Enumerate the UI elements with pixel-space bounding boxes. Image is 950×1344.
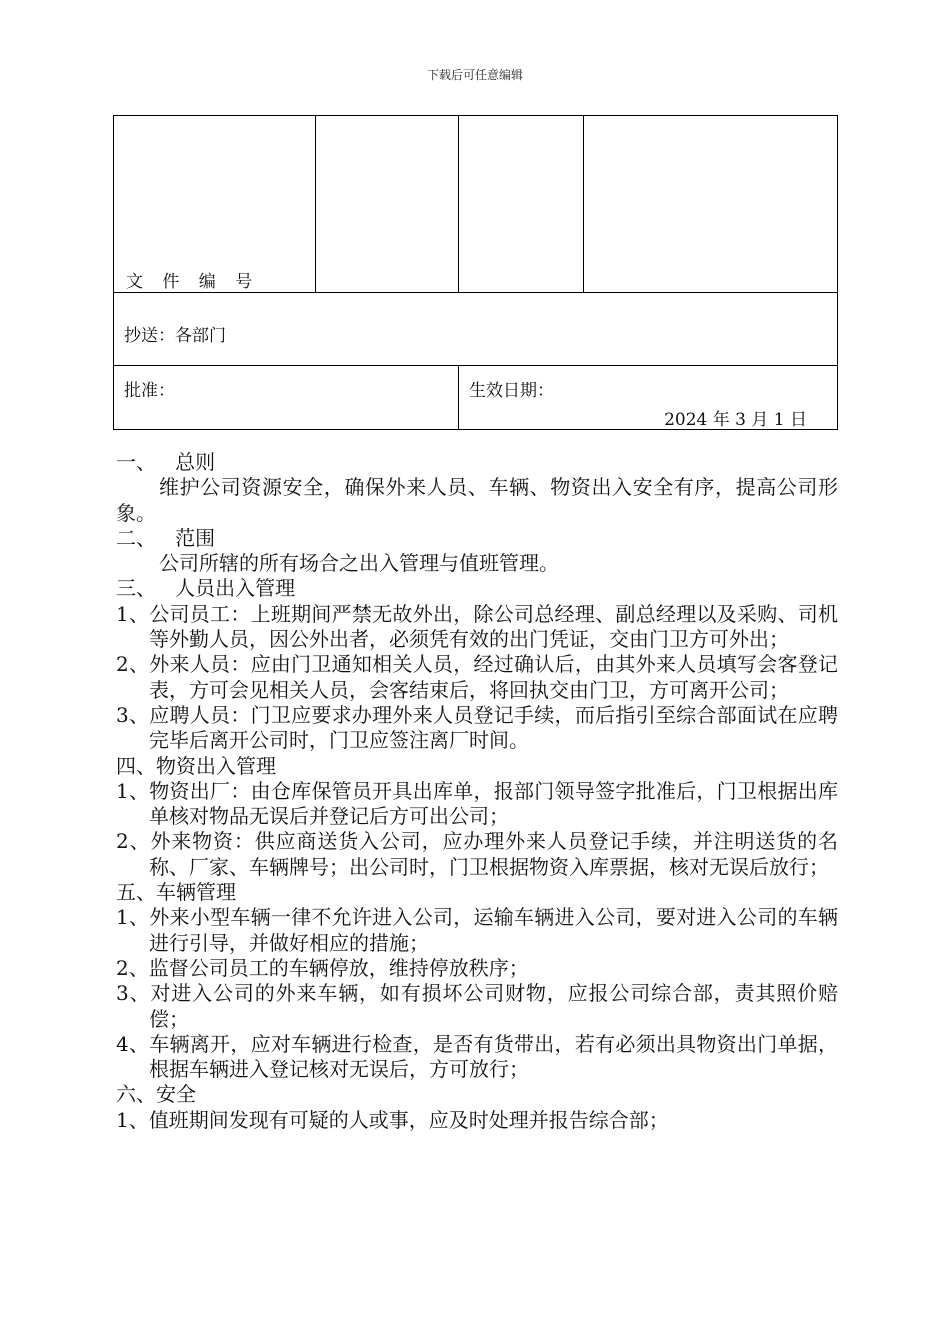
- effective-date-value: 2024 年 3 月 1 日: [664, 410, 807, 430]
- doc-number-cell: [114, 116, 316, 293]
- list-item: 1、物资出厂：由仓库保管员开具出库单，报部门领导签字批准后，门卫根据出库单核对物品无误后并登记后方可出公司；: [116, 778, 838, 829]
- list-item: 3、对进入公司的外来车辆，如有损坏公司财物，应报公司综合部，责其照价赔偿；: [116, 981, 838, 1031]
- section-heading: 一、 总则: [116, 450, 216, 474]
- section-heading: 二、 范围: [116, 525, 216, 550]
- approval-label: 批准：: [124, 381, 175, 401]
- section-heading: 三、 人员出入管理: [116, 576, 296, 601]
- section-heading: 五、车辆管理: [116, 880, 236, 905]
- approval-cell: [114, 366, 459, 430]
- section-paragraph: 维护公司资源安全，确保外来人员、车辆、物资出入安全有序，提高公司形象。: [116, 475, 838, 525]
- empty-cell-2: [459, 116, 584, 293]
- document-body: [116, 450, 838, 1133]
- section-heading: 六、安全: [116, 1082, 196, 1107]
- empty-cell-1: [316, 116, 459, 293]
- cc-cell: [114, 293, 838, 366]
- doc-number-label: 文 件 编 号: [126, 272, 260, 292]
- document-header-table: [113, 115, 838, 430]
- list-item: 1、外来小型车辆一律不允许进入公司，运输车辆进入公司，要对进入公司的车辆进行引导，并做好相应的措施；: [116, 905, 838, 955]
- list-item: 3、应聘人员：门卫应要求办理外来人员登记手续，而后指引至综合部面试在应聘完毕后离开公司时，门卫应签注离厂时间。: [116, 702, 838, 753]
- list-item: 2、外来人员：应由门卫通知相关人员，经过确认后，由其外来人员填写会客登记表，方可会见相关人员，会客结束后，将回执交由门卫，方可离开公司；: [116, 652, 838, 702]
- list-item: 4、车辆离开，应对车辆进行检查，是否有货带出，若有必须出具物资出门单据，根据车辆进入登记核对无误后，方可放行；: [116, 1031, 838, 1082]
- list-item: 1、值班期间发现有可疑的人或事，应及时处理并报告综合部；: [116, 1107, 669, 1132]
- section-heading: 四、物资出入管理: [116, 753, 276, 778]
- list-item: 2、监督公司员工的车辆停放，维持停放秩序；: [116, 955, 529, 980]
- effective-date-label: 生效日期：: [469, 381, 554, 401]
- page-top-note: 下载后可任意编辑: [426, 68, 523, 82]
- effective-date-cell: [459, 366, 838, 430]
- section-paragraph: 公司所辖的所有场合之出入管理与值班管理。: [159, 551, 559, 576]
- list-item: 1、公司员工：上班期间严禁无故外出，除公司总经理、副总经理以及采购、司机等外勤人员，因公外出者，必须凭有效的出门凭证，交由门卫方可外出；: [116, 601, 838, 652]
- list-item: 2、外来物资：供应商送货入公司，应办理外来人员登记手续，并注明送货的名称、厂家、车辆牌号；出公司时，门卫根据物资入库票据，核对无误后放行；: [116, 829, 838, 879]
- cc-text: 抄送：各部门: [124, 326, 226, 346]
- empty-cell-3: [584, 116, 838, 293]
